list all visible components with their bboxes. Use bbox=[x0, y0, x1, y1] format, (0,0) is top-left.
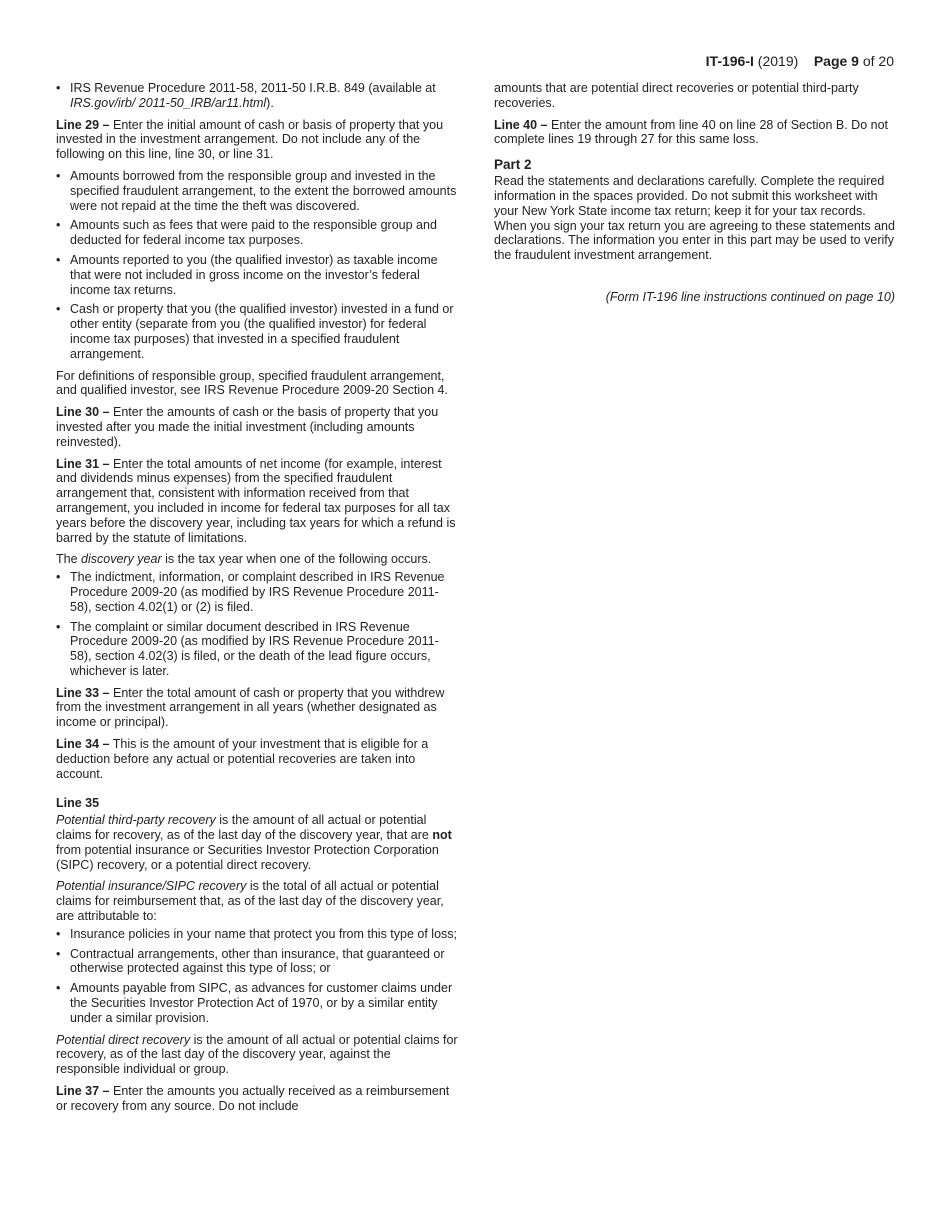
third-party-term: Potential third-party recovery bbox=[56, 813, 216, 828]
discovery-year-term: discovery year bbox=[81, 552, 162, 567]
part-2-heading: Part 2 bbox=[494, 157, 532, 173]
page-number: Page 9 bbox=[813, 53, 859, 69]
list-item: • Amounts borrowed from the responsible group and invested in the specified fraudulent arrangement, to the extent the borrowed amounts were not repaid at the time the theft was discovered. bbox=[56, 169, 458, 213]
discovery-year-list bbox=[56, 570, 458, 679]
definitions-paragraph: For definitions of responsible group, specified fraudulent arrangement, and qualified investor, see IRS Revenue Procedure 2009-20 Section 4. bbox=[56, 368, 448, 398]
line-34-paragraph: Line 34 – This is the amount of your investment that is eligible for a deduction before any actual or potential recoveries are taken into account. bbox=[56, 737, 429, 781]
list-item: • Contractual arrangements, other than insurance, that guaranteed or otherwise protected against this type of loss; or bbox=[56, 947, 458, 977]
page-header bbox=[706, 53, 894, 70]
line-37-continued: amounts that are potential direct recoveries or potential third-party recoveries. bbox=[494, 81, 859, 110]
list-item: • The indictment, information, or complaint described in IRS Revenue Procedure 2009-20 (as modified by IRS Revenue Procedure 2011-58), section 4.02(1) or (2) is filed. bbox=[56, 570, 458, 614]
left-column bbox=[56, 81, 458, 1121]
line-33-paragraph: Line 33 – Enter the total amount of cash or property that you withdrew from the investment arrangement in all years (whether designated as income or principal). bbox=[56, 685, 445, 730]
part-2-paragraph: Read the statements and declarations carefully. Complete the required information in the spaces provided. Do not submit this worksheet with your New York State income tax return; keep it for your tax records. When you sign your tax return you are agreeing to these statements and declarations. The information you enter in this part may be used to verify the fraudulent investment arrangement. bbox=[494, 174, 895, 263]
line-37-label: Line 37 – bbox=[56, 1084, 110, 1099]
list-item: • Amounts payable from SIPC, as advances for customer claims under the Securities Investor Protection Act of 1970, or by a similar entity under a similar provision. bbox=[56, 981, 458, 1025]
third-party-recovery-paragraph: Potential third-party recovery is the amount of all actual or potential claims for recovery, as of the last day of the discovery year, that are not from potential insurance or Securities Investor Protection Corporation (SIPC) recovery, or a potential direct recovery. bbox=[56, 813, 452, 872]
line-31-paragraph: Line 31 – Enter the total amounts of net income (for example, interest and dividends minus expenses) from the specified fraudulent arrangement that, consistent with information received from that arrangement, you included in income for federal tax purposes for all tax years before the discovery year, including tax years for which a refund is barred by the statute of limitations. bbox=[56, 456, 456, 545]
direct-recovery-paragraph: Potential direct recovery is the amount of all actual or potential claims for recovery, as of the last day of the discovery year, against the responsible individual or group. bbox=[56, 1032, 458, 1077]
list-item: • Insurance policies in your name that protect you from this type of loss; bbox=[56, 927, 458, 942]
right-column bbox=[494, 81, 895, 312]
line-33-label: Line 33 – bbox=[56, 685, 110, 700]
line-40-paragraph: Line 40 – Enter the amount from line 40 on line 28 of Section B. Do not complete lines 19 through 27 for this same loss. bbox=[494, 117, 888, 147]
line-34-label: Line 34 – bbox=[56, 737, 110, 752]
line-31-label: Line 31 – bbox=[56, 456, 110, 471]
line-30-label: Line 30 – bbox=[56, 405, 110, 420]
list-item: • The complaint or similar document described in IRS Revenue Procedure 2009-20 (as modified by IRS Revenue Procedure 2011-58), section 4.02(3) is filed, or the death of the lead figure occurs, whichever is later. bbox=[56, 620, 458, 679]
page-total: of 20 bbox=[862, 53, 894, 69]
form-id: IT-196-I bbox=[705, 53, 754, 69]
list-item: • Cash or property that you (the qualified investor) invested in a fund or other entity (separate from you (the qualified investor) for federal income tax purposes) that invested in a specified fraudulent arrangement. bbox=[56, 302, 458, 361]
list-item: • Amounts such as fees that were paid to the responsible group and deducted for federal income tax purposes. bbox=[56, 218, 458, 248]
line-30-paragraph: Line 30 – Enter the amounts of cash or the basis of property that you invested after you made the initial investment (including amounts reinvested). bbox=[56, 405, 439, 449]
list-item: • IRS Revenue Procedure 2011-58, 2011-50 I.R.B. 849 (available at IRS.gov/irb/ 2011-50_IRB/ar11.html). bbox=[56, 81, 458, 111]
list-item: • Amounts reported to you (the qualified investor) as taxable income that were not included in gross income on the investor’s federal income tax returns. bbox=[56, 253, 458, 297]
sipc-list bbox=[56, 927, 458, 1026]
irs-url: IRS.gov/irb/ 2011-50_IRB/ar11.html bbox=[70, 95, 267, 110]
discovery-year-paragraph: The discovery year is the tax year when one of the following occurs. bbox=[56, 552, 432, 567]
line-29-paragraph: Line 29 – Enter the initial amount of cash or basis of property that you invested in the investment arrangement. Do not include any of the following on this line, line 30, or line 31. bbox=[56, 117, 444, 162]
irs-reference-list bbox=[56, 81, 458, 111]
form-year: (2019) bbox=[757, 53, 799, 69]
line-40-label: Line 40 – bbox=[494, 117, 548, 132]
sipc-recovery-paragraph: Potential insurance/SIPC recovery is the total of all actual or potential claims for reimbursement that, as of the last day of the discovery year, are attributable to: bbox=[56, 879, 444, 924]
line-29-exclusions-list bbox=[56, 169, 458, 362]
continued-note: (Form IT-196 line instructions continued on page 10) bbox=[605, 289, 895, 304]
direct-recovery-term: Potential direct recovery bbox=[56, 1032, 191, 1047]
emphasis-not: not bbox=[432, 828, 452, 843]
line-29-label: Line 29 – bbox=[56, 117, 110, 132]
line-37-paragraph: Line 37 – Enter the amounts you actually received as a reimbursement or recovery from any source. Do not include bbox=[56, 1084, 450, 1113]
line-35-heading: Line 35 bbox=[56, 796, 100, 811]
sipc-term: Potential insurance/SIPC recovery bbox=[56, 879, 247, 894]
